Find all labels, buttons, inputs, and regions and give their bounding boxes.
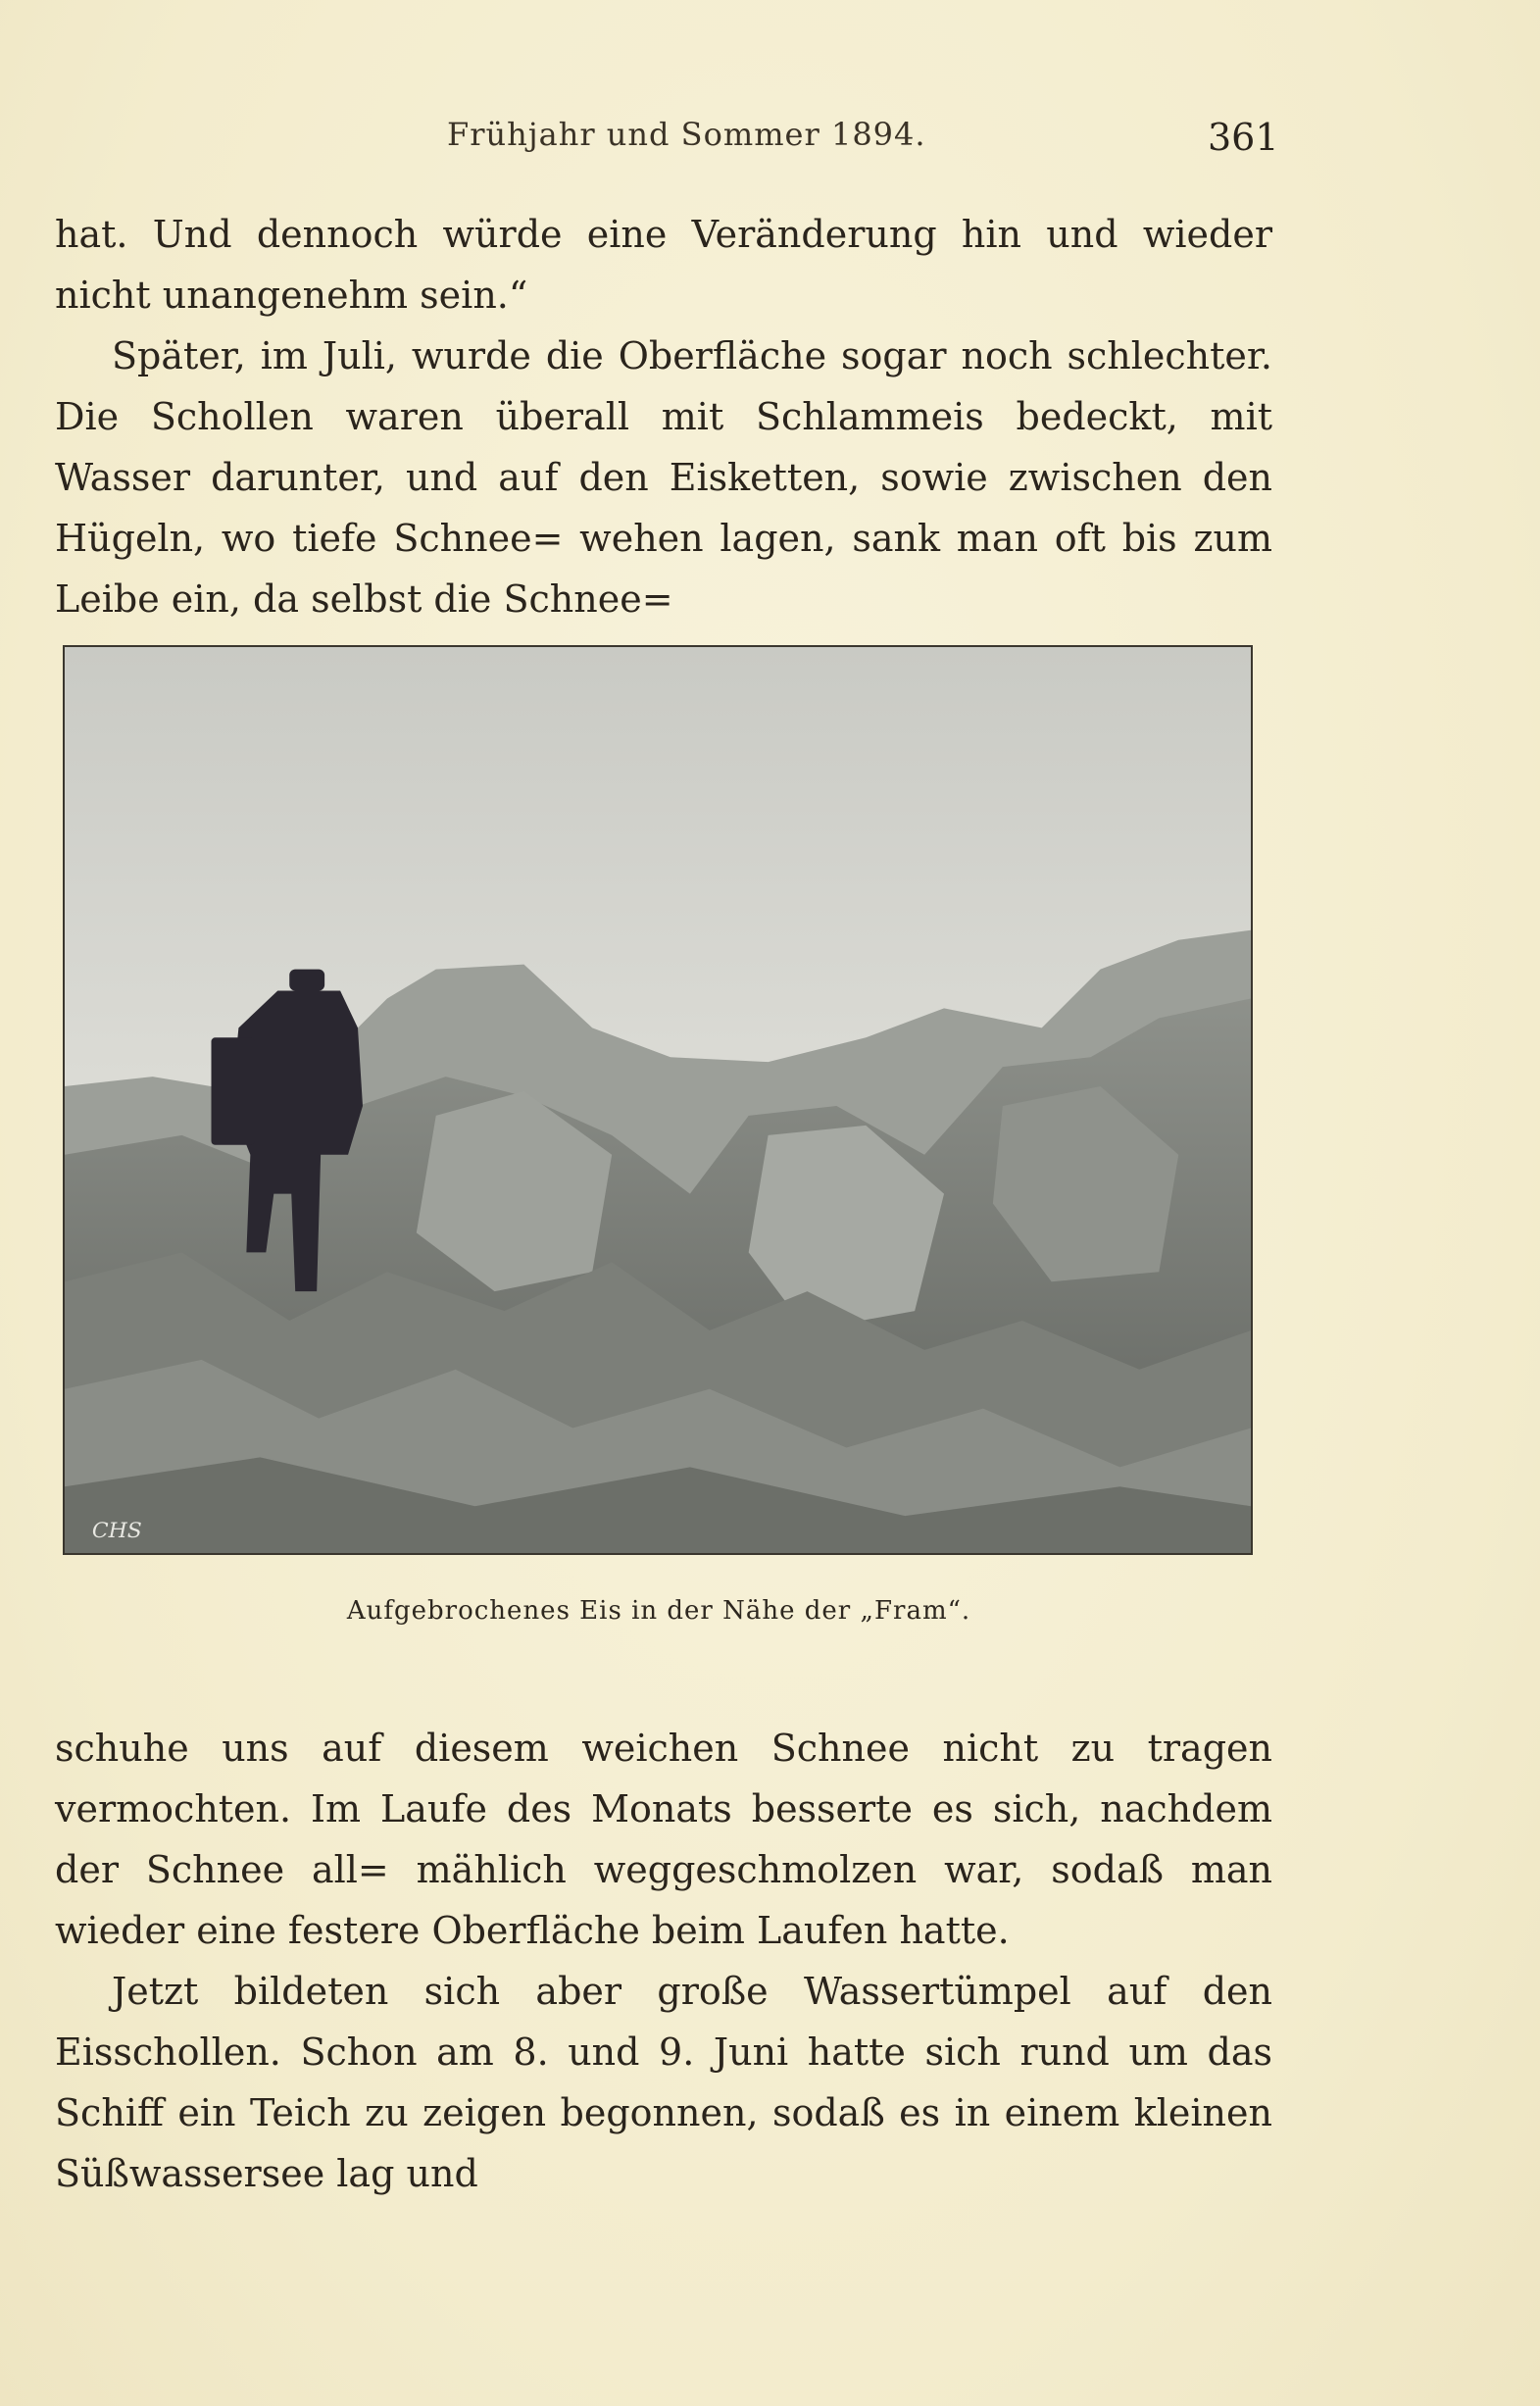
body-text-top bbox=[55, 204, 1272, 629]
paragraph: Später, im Juli, wurde die Oberfläche sogar noch schlechter. Die Schollen waren überall mit Schlammeis bedeckt, mit Wasser darunter, und auf den Eisketten, sowie zwischen den Hügeln, wo tiefe Schnee= wehen lagen, sank man oft bis zum Leibe ein, da selbst die Schnee= bbox=[55, 334, 1272, 621]
photo-illustration bbox=[63, 645, 1253, 1555]
page-number: 361 bbox=[1208, 116, 1279, 159]
ice-landscape-photo bbox=[65, 647, 1251, 1553]
paragraph: Jetzt bildeten sich aber große Wassertümpel auf den Eisschollen. Schon am 8. und 9. Juni hatte sich rund um das Schiff ein Teich zu zeigen begonnen, sodaß es in einem kleinen Süßwassersee lag und bbox=[55, 1970, 1272, 2195]
body-text-bottom bbox=[55, 1718, 1272, 2204]
running-head: Frühjahr und Sommer 1894. bbox=[447, 116, 926, 153]
figure-caption: Aufgebrochenes Eis in der Nähe der „Fram“. bbox=[346, 1596, 971, 1626]
paragraph: hat. Und dennoch würde eine Veränderung hin und wieder nicht unangenehm sein.“ bbox=[55, 213, 1272, 317]
paragraph: schuhe uns auf diesem weichen Schnee nicht zu tragen vermochten. Im Laufe des Monats besserte es sich, nachdem der Schnee all= mählich weggeschmolzen war, sodaß man wieder eine festere Oberfläche beim Laufen hatte. bbox=[55, 1727, 1272, 1952]
engraver-signature: CHS bbox=[91, 1519, 142, 1544]
